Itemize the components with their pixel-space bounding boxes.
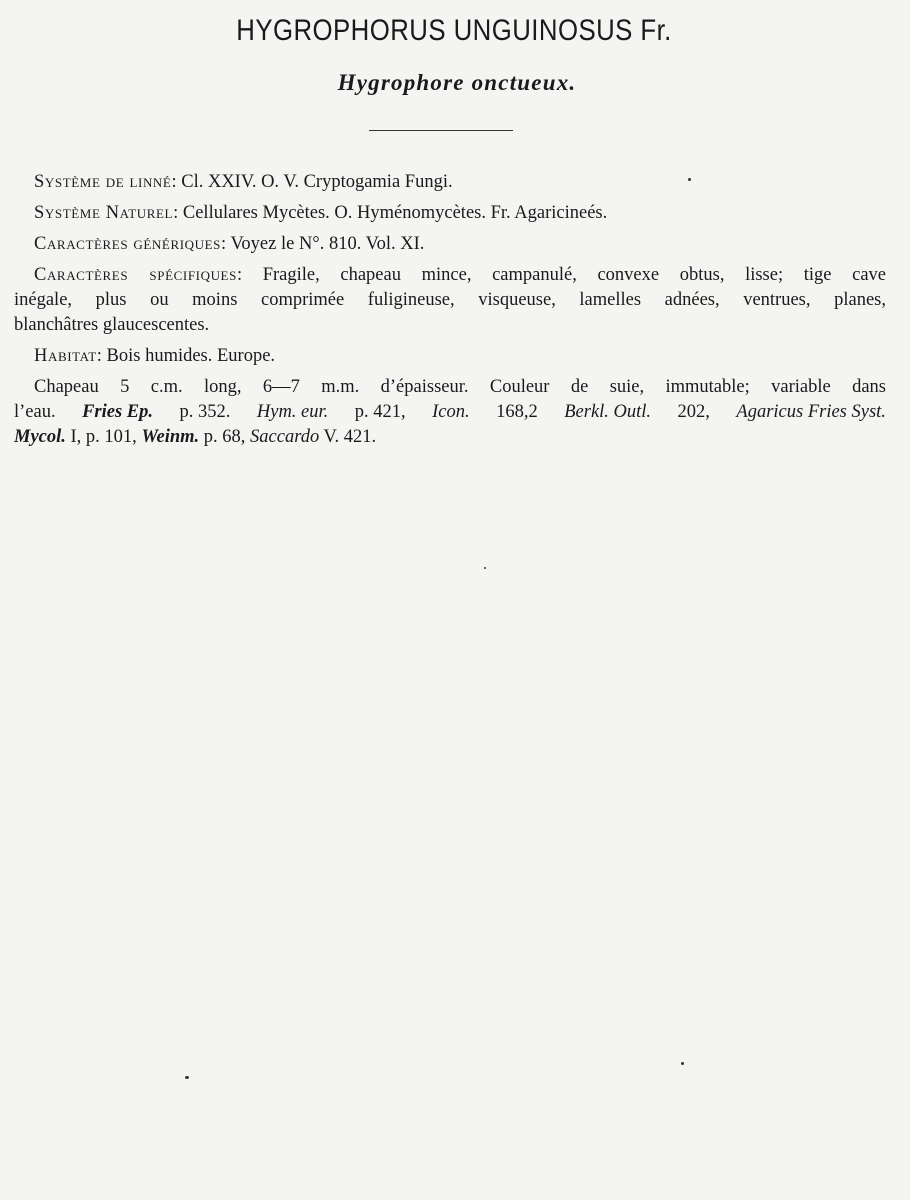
ref-icon: Icon. xyxy=(432,402,470,422)
ref-p68: p. 68, xyxy=(203,427,246,447)
paper-speck xyxy=(681,1062,684,1065)
entry-specifiques-line1 xyxy=(14,263,886,288)
ref-hym-eur: Hym. eur. xyxy=(256,402,329,422)
entry-habitat xyxy=(14,344,886,369)
ref-168: 168,2 xyxy=(496,402,538,422)
entry-specifiques xyxy=(14,263,886,338)
description-line1: Chapeau 5 c.m. long, 6—7 m.m. d’épaisseur. Couleur de suie, immutable; variable dans xyxy=(34,377,886,397)
document-body xyxy=(14,170,886,456)
paper-speck xyxy=(185,1076,189,1079)
ref-fries-ep: Fries Ep. xyxy=(82,402,154,422)
ref-i-p101: I, p. 101, xyxy=(70,427,137,447)
ref-agaricus-fries-syst: Agaricus Fries Syst. xyxy=(736,402,886,422)
entry-specifiques-text-1: Fragile, chapeau mince, campanulé, convexe obtus, lisse; tige cave xyxy=(262,265,887,285)
ref-berkl-outl: Berkl. Outl. xyxy=(564,402,652,422)
paper-speck xyxy=(688,178,691,181)
title-divider xyxy=(369,130,513,131)
ref-saccardo: Saccardo xyxy=(250,427,320,447)
description-line2 xyxy=(14,400,886,425)
paper-speck xyxy=(484,567,486,569)
ref-p421: p. 421, xyxy=(354,402,406,422)
entry-linne-text: Cl. XXIV. O. V. Cryptogamia Fungi. xyxy=(181,172,453,192)
entry-habitat-colon: : xyxy=(96,346,102,366)
entry-specifiques-line3: blanchâtres glaucescentes. xyxy=(14,315,210,335)
entry-habitat-text: Bois humides. Europe. xyxy=(106,346,276,366)
entry-generiques-label: Caractères génériques xyxy=(34,234,222,254)
entry-specifiques-line2: inégale, plus ou moins comprimée fuligineuse, visqueuse, lamelles adnées, ventrues, planes, xyxy=(14,290,886,310)
entry-naturel-text: Cellulares Mycètes. O. Hyménomycètes. Fr. Agaricineés. xyxy=(182,203,608,223)
entry-naturel-colon: : xyxy=(173,203,179,223)
entry-specifiques-label: Caractères spécifiques xyxy=(34,265,237,285)
ref-v421: V. 421. xyxy=(323,427,377,447)
ref-weinm: Weinm. xyxy=(141,427,200,447)
entry-linne xyxy=(14,170,886,195)
ref-202: 202, xyxy=(677,402,710,422)
ref-leau: l’eau. xyxy=(14,402,56,422)
entry-linne-colon: : xyxy=(171,172,177,192)
page-subtitle: Hygrophore onctueux. xyxy=(337,70,577,95)
entry-naturel xyxy=(14,201,886,226)
description-line3 xyxy=(14,425,886,450)
entry-naturel-label: Système Naturel xyxy=(34,203,174,223)
entry-description xyxy=(14,375,886,450)
entry-generiques xyxy=(14,232,886,257)
ref-mycol: Mycol. xyxy=(14,427,66,447)
entry-specifiques-colon: : xyxy=(236,265,243,285)
entry-habitat-label: Habitat xyxy=(34,346,97,366)
ref-p352: p. 352. xyxy=(179,402,231,422)
page-title: HYGROPHORUS UNGUINOSUS Fr. xyxy=(236,14,672,47)
entry-generiques-colon: : xyxy=(221,234,227,254)
entry-linne-label: Système de linné xyxy=(34,172,172,192)
entry-generiques-text: Voyez le N°. 810. Vol. XI. xyxy=(230,234,425,254)
